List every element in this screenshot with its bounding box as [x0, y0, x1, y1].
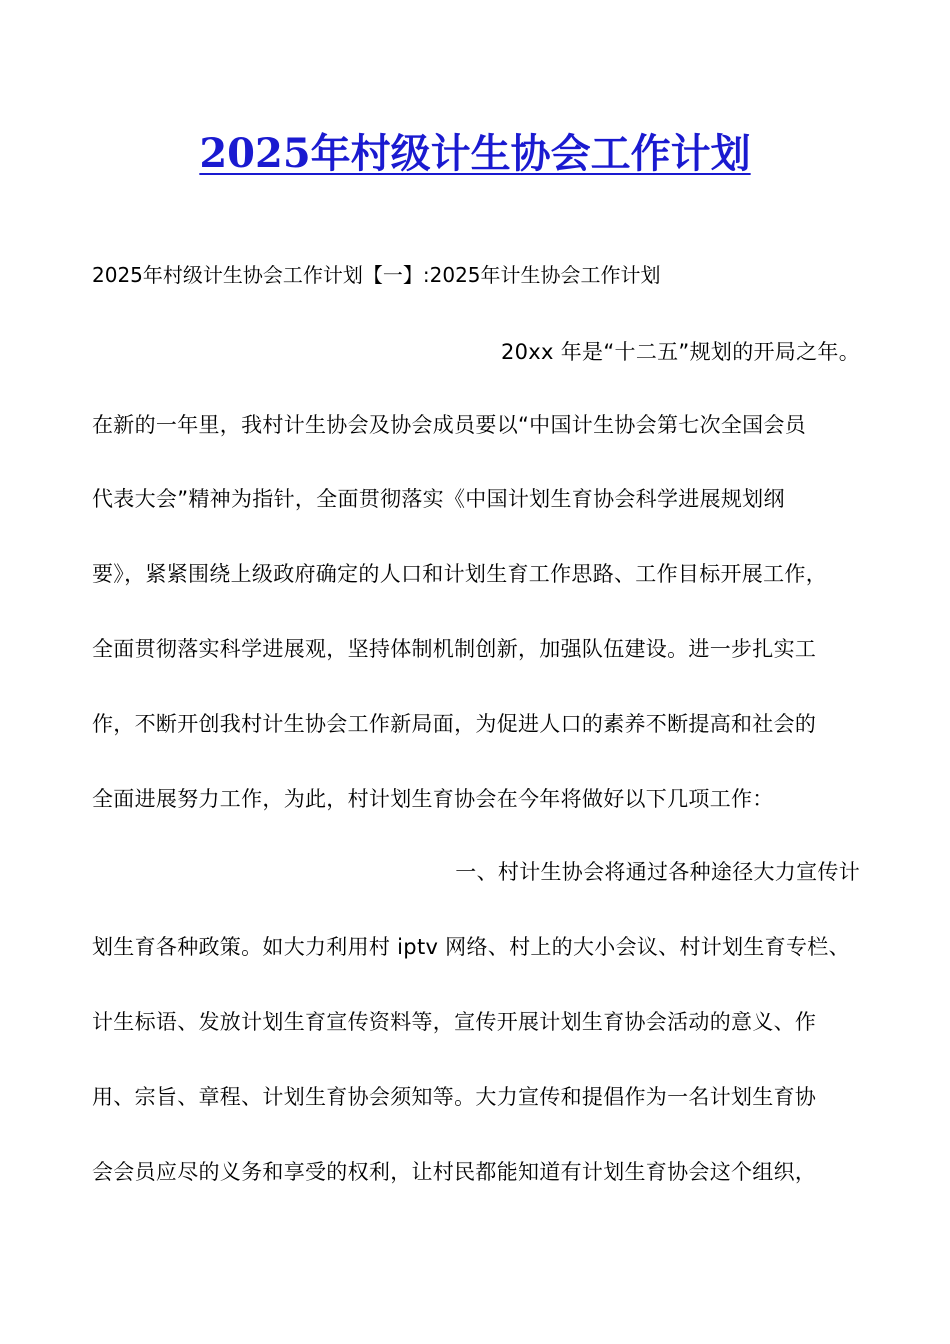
- paragraph-line: 要》，紧紧围绕上级政府确定的人口和计划生育工作思路、工作目标开展工作，: [92, 562, 827, 586]
- paragraph-line: 全面贯彻落实科学进展观，坚持体制机制创新，加强队伍建设。进一步扎实工: [92, 637, 817, 661]
- paragraph-line: 作，不断开创我村计生协会工作新局面，为促进人口的素养不断提高和社会的: [92, 712, 817, 736]
- document-title: 2025年村级计生协会工作计划: [199, 130, 751, 177]
- paragraph-line: 在新的一年里，我村计生协会及协会成员要以“中国计生协会第七次全国会员: [92, 413, 807, 437]
- paragraph-line: 计生标语、发放计划生育宣传资料等，宣传开展计划生育协会活动的意义、作: [92, 1010, 817, 1034]
- paragraph-line: 划生育各种政策。如大力利用村 iptv 网络、村上的大小会议、村计划生育专栏、: [92, 935, 850, 959]
- paragraph-line: 全面进展努力工作，为此，村计划生育协会在今年将做好以下几项工作：: [92, 787, 774, 811]
- paragraph-line: 一、村计生协会将通过各种途径大力宣传计: [455, 860, 860, 884]
- paragraph-line: 用、宗旨、章程、计划生育协会须知等。大力宣传和提倡作为一名计划生育协: [92, 1085, 817, 1109]
- paragraph-line: 会会员应尽的义务和享受的权利，让村民都能知道有计划生育协会这个组织，: [92, 1160, 817, 1184]
- paragraph-line: 代表大会”精神为指针，全面贯彻落实《中国计划生育协会科学进展规划纲: [92, 487, 785, 511]
- document-subtitle: 2025年村级计生协会工作计划【一】:2025年计生协会工作计划: [92, 263, 661, 287]
- paragraph-line: 20xx 年是“十二五”规划的开局之年。: [500, 340, 860, 364]
